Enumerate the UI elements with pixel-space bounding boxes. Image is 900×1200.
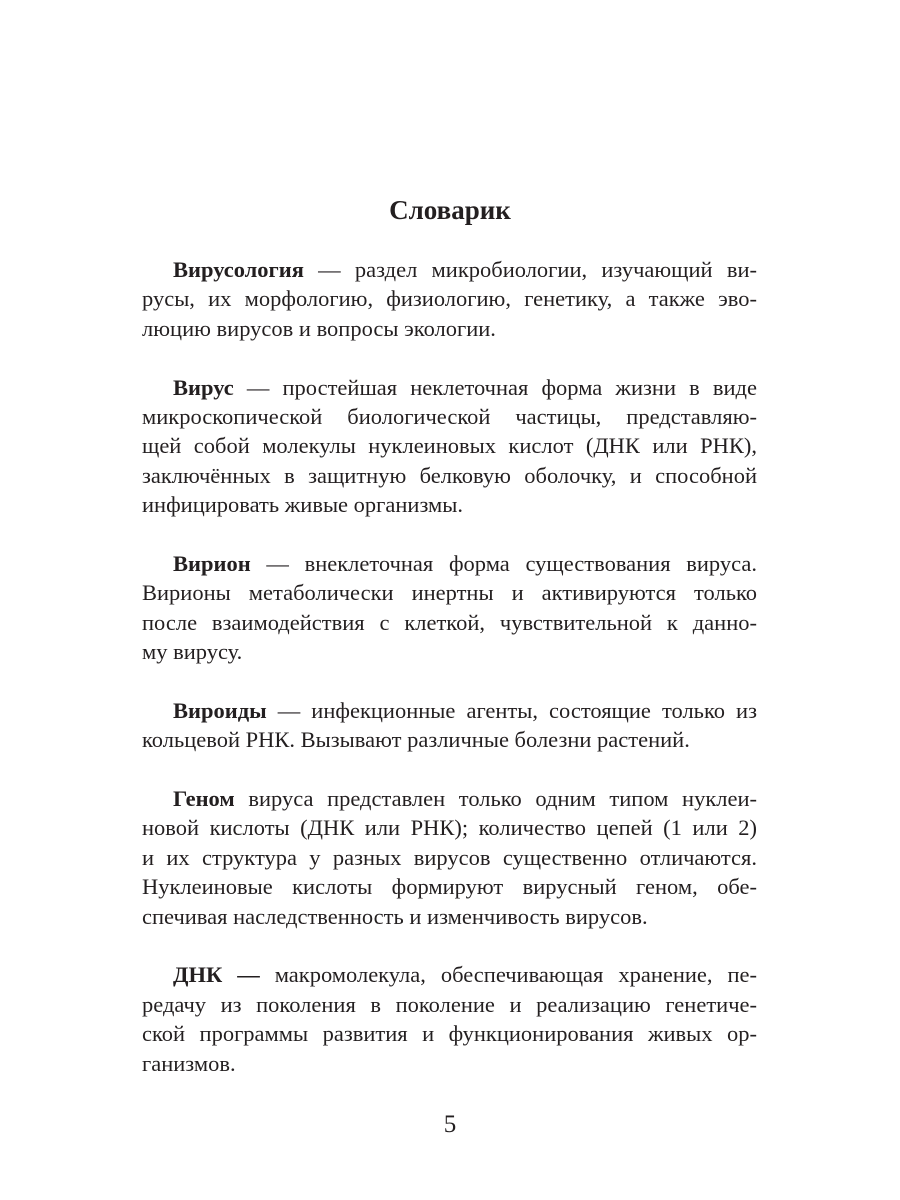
text-line <box>142 637 757 666</box>
glossary-term: Геном <box>173 786 235 812</box>
definition-text: кольцевой РНК. Вызывают различные болезни растений. <box>142 727 690 753</box>
definition-text: спечивая наследственность и изменчивость вирусов. <box>142 903 648 929</box>
definition-text: редачу из поколения в поколение и реализацию генетиче- <box>142 991 757 1017</box>
text-line <box>142 549 757 578</box>
definition-text: и их структура у разных вирусов существенно отличаются. <box>142 844 757 870</box>
text-line <box>142 314 757 343</box>
glossary-term: Вирус <box>173 374 234 400</box>
definition-text: — инфекционные агенты, состоящие только из <box>266 697 757 723</box>
text-line <box>142 872 757 901</box>
text-line <box>142 431 757 460</box>
glossary-term: Вирион <box>173 550 251 576</box>
text-line <box>142 373 757 402</box>
text-line <box>142 402 757 431</box>
definition-text: вируса представлен только одним типом нуклеи- <box>234 786 757 812</box>
glossary-term: ДНК — <box>173 962 260 988</box>
text-line <box>142 843 757 872</box>
definition-text: — раздел микробиологии, изучающий ви- <box>303 257 757 282</box>
glossary-entry <box>142 373 757 520</box>
definition-text: — простейшая неклеточная форма жизни в виде <box>233 374 757 400</box>
text-line <box>142 1019 757 1048</box>
definition-text: инфицировать живые организмы. <box>142 492 464 518</box>
glossary-entry <box>142 255 757 343</box>
text-line <box>142 813 757 842</box>
definition-text: Нуклеиновые кислоты формируют вирусный геном, обе- <box>142 874 757 900</box>
text-line <box>142 960 757 989</box>
definition-text: заключённых в защитную белковую оболочку, и способной <box>142 462 757 488</box>
text-line <box>142 784 757 813</box>
text-line <box>142 696 757 725</box>
definition-text: ганизмов. <box>142 1050 236 1076</box>
glossary-entry <box>142 696 757 755</box>
glossary-entry <box>142 960 757 1078</box>
text-line <box>142 578 757 607</box>
definition-text: микроскопической биологической частицы, представляю- <box>142 403 757 429</box>
definition-text: му вирусу. <box>142 639 243 665</box>
definition-text: — внеклеточная форма существования вируса. <box>250 550 757 576</box>
glossary-term: Вирусология <box>173 257 304 282</box>
glossary-entry <box>142 549 757 667</box>
definition-text: Вирионы метаболически инертны и активируются только <box>142 580 757 606</box>
definition-text: макромолекула, обеспечивающая хранение, пе- <box>259 962 758 988</box>
text-line <box>142 461 757 490</box>
glossary-body <box>142 255 757 1107</box>
definition-text: русы, их морфологию, физиологию, генетику, а также эво- <box>142 286 757 312</box>
text-line <box>142 255 757 284</box>
glossary-term: Вироиды <box>173 697 267 723</box>
definition-text: люцию вирусов и вопросы экологии. <box>142 315 496 341</box>
text-line <box>142 1049 757 1078</box>
page-number: 5 <box>443 1111 457 1138</box>
definition-text: щей собой молекулы нуклеиновых кислот (ДНК или РНК), <box>142 433 757 459</box>
text-line <box>142 990 757 1019</box>
text-line <box>142 284 757 313</box>
text-line <box>142 490 757 519</box>
page-title: Словарик <box>389 195 511 225</box>
glossary-entry <box>142 784 757 931</box>
text-line <box>142 725 757 754</box>
definition-text: новой кислоты (ДНК или РНК); количество цепей (1 или 2) <box>142 815 757 841</box>
text-line <box>142 608 757 637</box>
definition-text: ской программы развития и функционирования живых ор- <box>142 1021 757 1047</box>
definition-text: после взаимодействия с клеткой, чувствительной к данно- <box>142 609 757 635</box>
text-line <box>142 902 757 931</box>
